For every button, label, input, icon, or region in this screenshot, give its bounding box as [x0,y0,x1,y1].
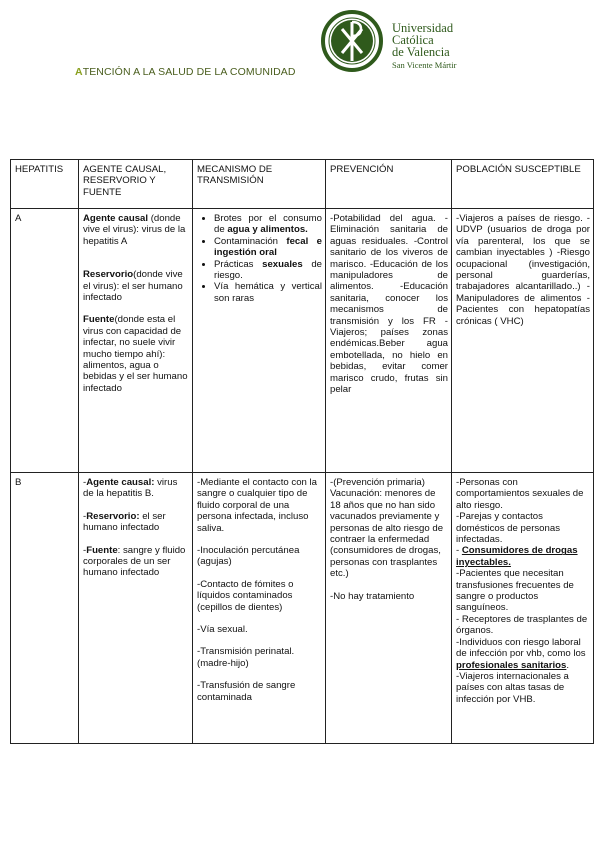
list-item [214,259,322,282]
pob-item [456,545,590,568]
cell-mecanismo-b [193,473,326,744]
reservorio-label: Reservorio [83,269,134,281]
header-prevencion: PREVENCIÓN [326,160,452,209]
header-agente: AGENTE CAUSAL, RESERVORIO Y FUENTE [79,160,193,209]
cell-mecanismo-a [193,209,326,473]
pob-text: -Individuos con riesgo laboral de infección por vhb, como los [456,636,586,660]
list-item [214,213,322,236]
pob-item: -Pacientes que necesitan transfusiones frecuentes de sangre o productos sanguíneos. [456,568,574,614]
mec-item: -Mediante el contacto con la sangre o cualquier tipo de fluido corporal de una persona infectada, incluso saliva. [197,477,317,534]
reservorio-label: Reservorio: [86,510,140,522]
list-item: • Vía hemática y vertical son raras [214,281,322,304]
mec-bold: agua y alimentos. [227,224,308,236]
pob-item [456,637,590,671]
page-title-initial: A [75,66,83,78]
mec-text: Brotes por el consumo de [214,213,322,236]
header-poblacion: POBLACIÓN SUSCEPTIBLE [452,160,594,209]
cell-agente-b: -Agente causal: virus de la hepatitis B. -Reservorio: el ser humano infectado -Fuente: sangre y fluido corporales de un ser humano infectado [79,473,193,744]
cell-prevencion-a: -Potabilidad del agua. -Eliminación sanitaria de aguas residuales. -Control sanitario de los viveros de marisco. -Educación de los manipuladores de alimentos. -Educación sanitaria, conocer los mecanismos de transmisión y los FR -Viajeros; países zonas endémicas.Beber agua embotellada, no hielo en bebidas, evitar comer marisco crudo, frutas sin pelar [326,209,452,473]
prev-item: -(Prevención primaria) Vacunación: menores de 18 años que no han sido vacunados previamente y personas de alto riesgo de contraer la enfermedad (consumidores de drogas, personas con trasplantes etc.) [330,477,444,580]
mec-item: -Inoculación percutánea (agujas) [197,545,300,568]
cell-poblacion-a: -Viajeros a países de riesgo. -UDVP (usuarios de droga por vía parenteral, los que se cambian inyectables ) -Riesgo ocupacional (investigación, personal guarderías, trabajadores alcantarillado..) -Manipuladores de alimentos -Pacientes con hepatopatías crónicas ( VHC) [452,209,594,473]
prev-item: -No hay tratamiento [330,590,415,602]
fuente-label: Fuente [86,544,118,556]
logo-line-3: de Valencia [392,45,450,59]
agente-text: virus de la hepatitis B. [83,477,178,500]
reservorio-text: el ser humano infectado [83,510,166,534]
fuente-text: : sangre y fluido corporales de un ser humano infectado [83,544,186,579]
agente-text: (donde vive el virus): virus de la hepatitis A [83,213,186,247]
cell-poblacion-b [452,473,594,744]
header-hepatitis: HEPATITIS [11,160,79,209]
logo-line-2: Católica [392,33,434,47]
pob-item: - Receptores de trasplantes de órganos. [456,613,588,637]
mec-item: -Transfusión de sangre contaminada [197,680,296,703]
pob-underlined: profesionales sanitarios [456,659,567,671]
pob-text: - [456,545,462,557]
table-row [11,209,594,473]
mec-bold: sexuales [262,258,303,270]
agente-label: Agente causal [83,213,149,224]
mec-text: Prácticas [214,258,263,270]
table-row [11,473,594,744]
hepatitis-table [10,159,594,744]
pob-item: -Parejas y contactos domésticos de personas infectadas. [456,511,560,546]
page-title [75,66,296,78]
cell-agente-a [79,209,193,473]
reservorio-text: (donde vive el virus): el ser humano infectado [83,269,183,304]
cell-prevencion-b [326,473,452,744]
fuente-label: Fuente [83,314,115,326]
mec-text: Contaminación [214,235,287,247]
cell-hepatitis-b: B [11,473,79,744]
table-header-row [11,160,594,209]
page-title-rest: TENCIÓN A LA SALUD DE LA COMUNIDAD [82,66,296,78]
mec-item: -Vía sexual. [197,624,248,636]
pob-underlined: Consumidores de drogas inyectables. [456,545,578,568]
pob-item: -Personas con comportamientos sexuales de alto riesgo. [456,477,584,511]
mec-bold: fecal e ingestión oral [214,235,322,259]
pob-text: . [566,659,570,671]
pob-item: -Viajeros internacionales a países con altas tasas de infección por VHB. [456,670,569,705]
agente-label: Agente causal: [86,477,155,488]
logo-line-4: San Vicente Mártir [392,60,457,70]
logo-line-1: Universidad [392,21,454,35]
fuente-text: (donde esta el virus con capacidad de infectar, no suele vivir mucho tiempo ahí): alimentos, agua o bebidas y el ser humano infectado [83,314,188,394]
mec-item: -Transmisión perinatal.(madre-hijo) [197,646,295,669]
list-item [214,236,322,259]
cell-hepatitis-a: A [11,209,79,473]
mec-item: -Contacto de fómites o líquidos contaminados (cepillos de dientes) [197,578,294,613]
mec-text: de riesgo. [214,258,323,282]
logo-text [392,22,456,71]
header-mecanismo: MECANISMO DE TRANSMISIÓN [193,160,326,209]
